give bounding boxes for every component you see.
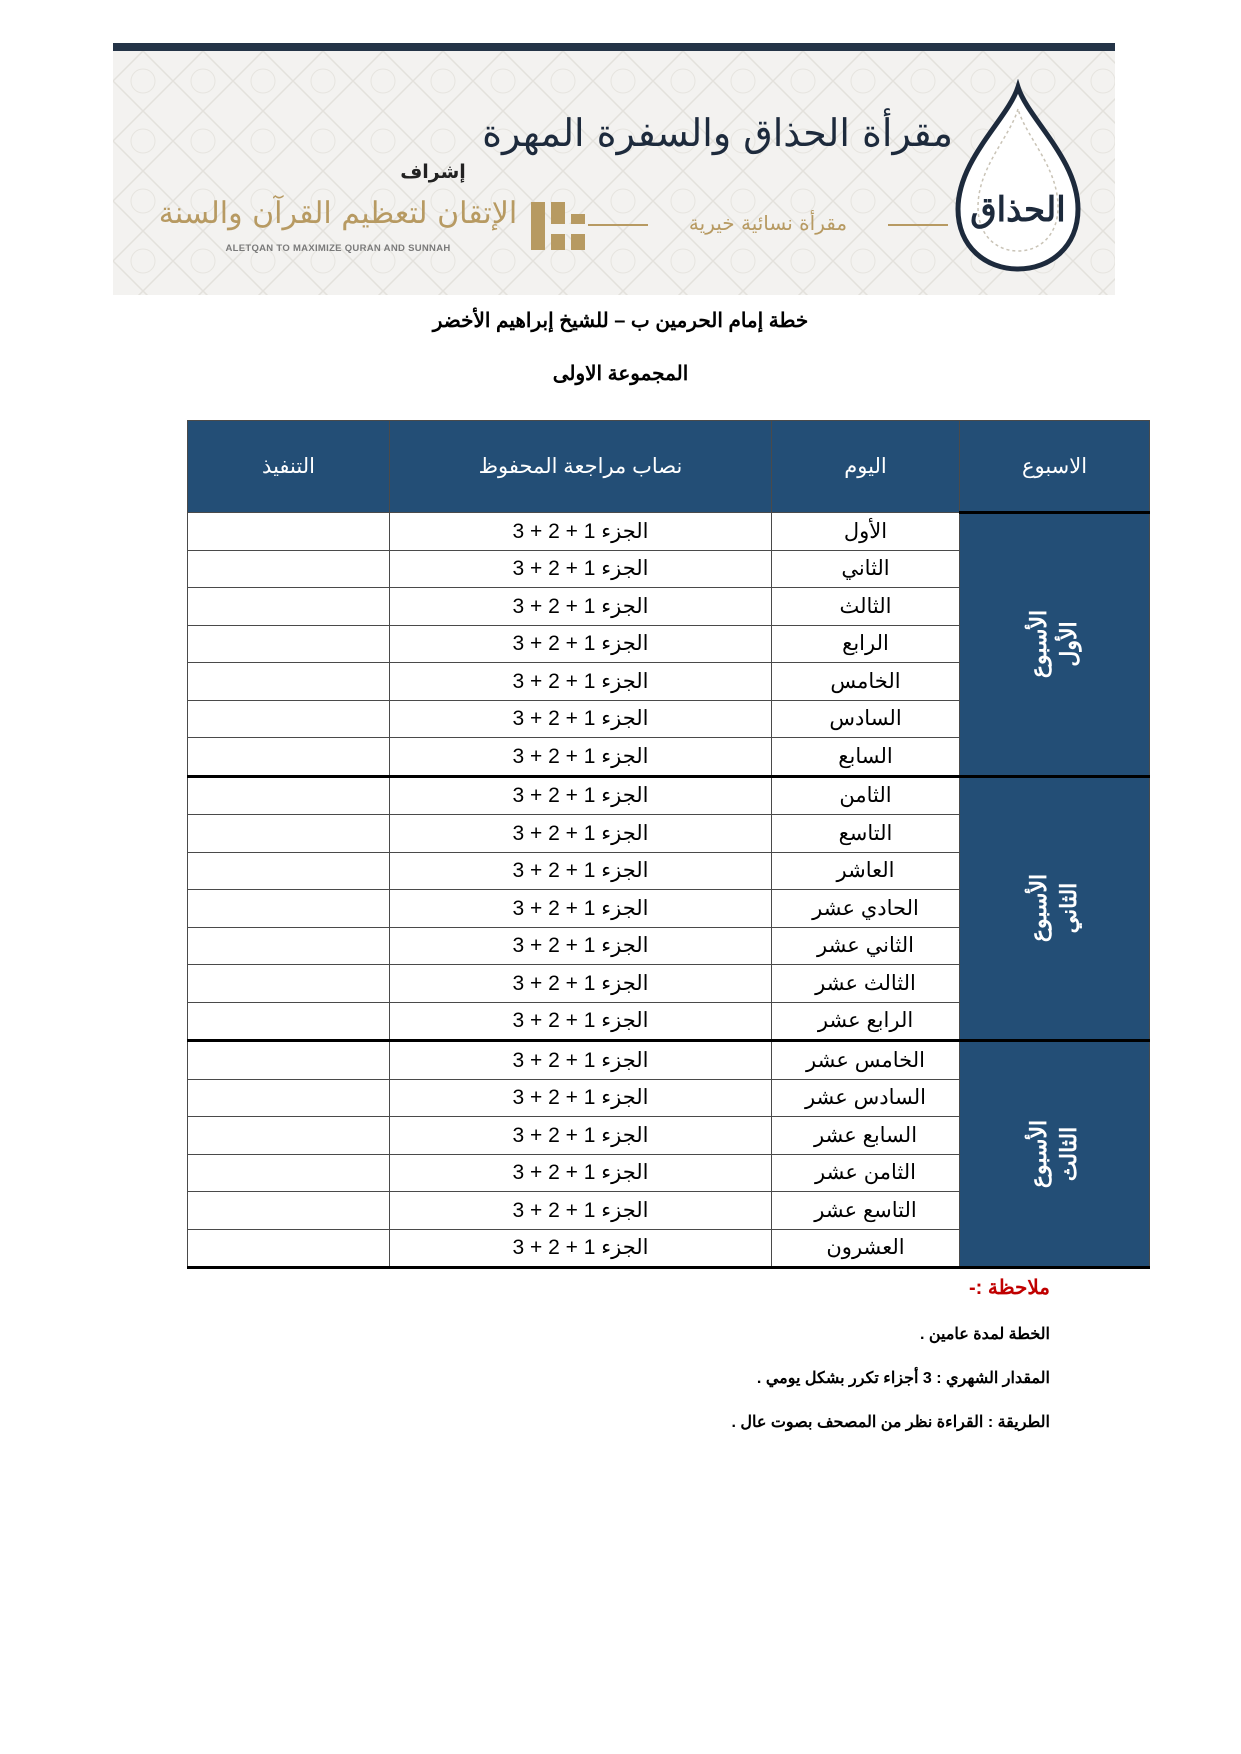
execution-cell xyxy=(188,1229,390,1268)
review-cell: الجزء 1 + 2 + 3 xyxy=(390,738,772,777)
day-cell: الأول xyxy=(772,513,960,551)
execution-cell xyxy=(188,738,390,777)
day-cell: السابع xyxy=(772,738,960,777)
execution-cell xyxy=(188,927,390,965)
review-cell: الجزء 1 + 2 + 3 xyxy=(390,776,772,815)
plan-table-body xyxy=(188,513,1150,1268)
day-cell: العشرون xyxy=(772,1229,960,1268)
day-cell: الخامس xyxy=(772,663,960,701)
day-cell: السادس xyxy=(772,700,960,738)
execution-cell xyxy=(188,1154,390,1192)
top-rule xyxy=(113,43,1115,51)
execution-cell xyxy=(188,513,390,551)
review-cell: الجزء 1 + 2 + 3 xyxy=(390,1229,772,1268)
table-row xyxy=(188,776,1150,815)
day-cell: الحادي عشر xyxy=(772,890,960,928)
week-label: الأسبوع الثاني xyxy=(1026,874,1083,943)
execution-cell xyxy=(188,815,390,853)
school-tagline: مقرأة نسائية خيرية xyxy=(688,211,848,235)
review-cell: الجزء 1 + 2 + 3 xyxy=(390,1117,772,1155)
header-review: نصاب مراجعة المحفوظ xyxy=(390,421,772,513)
table-row xyxy=(188,513,1150,551)
execution-cell xyxy=(188,776,390,815)
execution-cell xyxy=(188,890,390,928)
execution-cell xyxy=(188,663,390,701)
review-cell: الجزء 1 + 2 + 3 xyxy=(390,815,772,853)
day-cell: الثامن عشر xyxy=(772,1154,960,1192)
execution-cell xyxy=(188,625,390,663)
itqan-logo-english: ALETQAN TO MAXIMIZE QURAN AND SUNNAH xyxy=(225,243,451,254)
execution-cell xyxy=(188,965,390,1003)
note-monthly-amount: المقدار الشهري : 3 أجزاء تكرر بشكل يومي . xyxy=(756,1370,1050,1387)
execution-cell xyxy=(188,700,390,738)
execution-cell xyxy=(188,1117,390,1155)
header-banner xyxy=(113,51,1115,295)
day-cell: الخامس عشر xyxy=(772,1041,960,1080)
week-cell xyxy=(960,513,1150,777)
day-cell: العاشر xyxy=(772,852,960,890)
execution-cell xyxy=(188,852,390,890)
review-cell: الجزء 1 + 2 + 3 xyxy=(390,1041,772,1080)
week-label: الأسبوع الثالث xyxy=(1026,1119,1083,1189)
day-cell: الثاني xyxy=(772,550,960,588)
review-cell: الجزء 1 + 2 + 3 xyxy=(390,663,772,701)
drop-logo-icon xyxy=(948,79,1088,274)
table-row xyxy=(188,1041,1150,1080)
drop-logo-text: الحذاق xyxy=(970,190,1066,230)
review-cell: الجزء 1 + 2 + 3 xyxy=(390,550,772,588)
notes-section xyxy=(560,1275,1050,1456)
plan-table xyxy=(187,420,1150,1269)
week-cell xyxy=(960,776,1150,1041)
execution-cell xyxy=(188,1192,390,1230)
review-cell: الجزء 1 + 2 + 3 xyxy=(390,890,772,928)
school-name: مقرأة الحذاق والسفرة المهرة xyxy=(482,111,953,155)
review-cell: الجزء 1 + 2 + 3 xyxy=(390,1192,772,1230)
execution-cell xyxy=(188,588,390,626)
review-cell: الجزء 1 + 2 + 3 xyxy=(390,927,772,965)
header-week: الاسبوع xyxy=(960,421,1150,513)
header-day: اليوم xyxy=(772,421,960,513)
supervision-label: إشراف xyxy=(400,161,466,183)
group-title: المجموعة الاولى xyxy=(552,363,689,385)
day-cell: التاسع عشر xyxy=(772,1192,960,1230)
header-execution: التنفيذ xyxy=(188,421,390,513)
itqan-logo xyxy=(153,196,603,286)
review-cell: الجزء 1 + 2 + 3 xyxy=(390,965,772,1003)
day-cell: السادس عشر xyxy=(772,1079,960,1117)
notes-heading: ملاحظة :- xyxy=(968,1277,1050,1299)
week-cell xyxy=(960,1041,1150,1268)
itqan-logo-arabic: الإتقان لتعظيم القرآن والسنة xyxy=(158,196,518,231)
execution-cell xyxy=(188,550,390,588)
plan-title: خطة إمام الحرمين ب – للشيخ إبراهيم الأخضر xyxy=(432,310,809,332)
day-cell: الثالث عشر xyxy=(772,965,960,1003)
review-cell: الجزء 1 + 2 + 3 xyxy=(390,1079,772,1117)
day-cell: الرابع xyxy=(772,625,960,663)
day-cell: الثالث xyxy=(772,588,960,626)
review-cell: الجزء 1 + 2 + 3 xyxy=(390,700,772,738)
execution-cell xyxy=(188,1041,390,1080)
review-cell: الجزء 1 + 2 + 3 xyxy=(390,513,772,551)
day-cell: الثاني عشر xyxy=(772,927,960,965)
review-cell: الجزء 1 + 2 + 3 xyxy=(390,852,772,890)
note-method: الطريقة : القراءة نظر من المصحف بصوت عال . xyxy=(731,1414,1050,1431)
day-cell: السابع عشر xyxy=(772,1117,960,1155)
execution-cell xyxy=(188,1079,390,1117)
note-duration: الخطة لمدة عامين . xyxy=(919,1326,1050,1343)
execution-cell xyxy=(188,1002,390,1041)
review-cell: الجزء 1 + 2 + 3 xyxy=(390,1154,772,1192)
day-cell: التاسع xyxy=(772,815,960,853)
table-header-row xyxy=(188,421,1150,513)
week-label: الأسبوع الأول xyxy=(1026,610,1083,679)
review-cell: الجزء 1 + 2 + 3 xyxy=(390,625,772,663)
day-cell: الثامن xyxy=(772,776,960,815)
review-cell: الجزء 1 + 2 + 3 xyxy=(390,1002,772,1041)
day-cell: الرابع عشر xyxy=(772,1002,960,1041)
review-cell: الجزء 1 + 2 + 3 xyxy=(390,588,772,626)
